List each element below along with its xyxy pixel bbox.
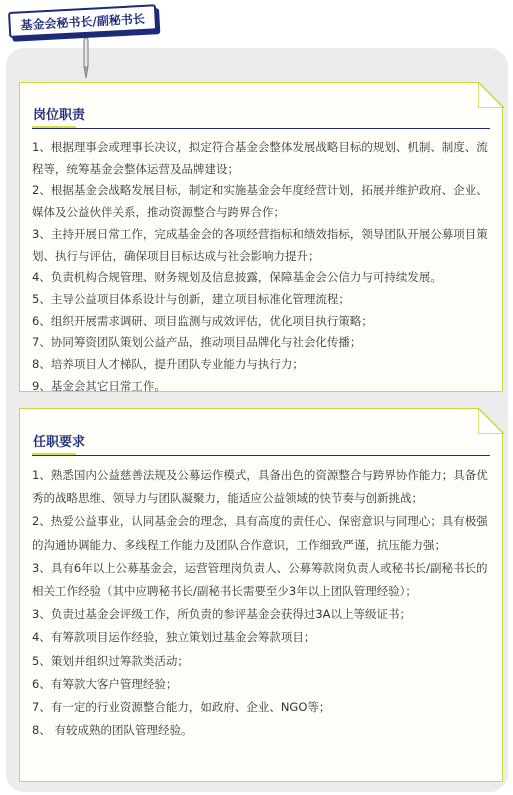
heading-divider: [32, 128, 490, 129]
pin-icon: [80, 38, 92, 80]
list-item: 4、有筹款项目运作经验，独立策划过基金会筹款项目；: [32, 630, 316, 645]
list-item: 6、组织开展需求调研、项目监测与成效评估，优化项目执行策略；: [32, 313, 373, 328]
heading-divider: [32, 455, 490, 456]
list-item: 7、有一定的行业资源整合能力，如政府、企业、NGO等；: [32, 700, 331, 715]
list-item: 7、协同筹资团队策划公益产品，推动项目品牌化与社会化传播；: [32, 335, 362, 350]
list-item: 8、 有较成熟的团队管理经验。: [32, 723, 193, 738]
requirements-list: [32, 464, 492, 742]
requirements-card: [19, 408, 503, 782]
list-item: 3、负责过基金会评级工作，所负责的参评基金会获得过3A以上等级证书；: [32, 607, 411, 622]
list-item: 9、基金会其它日常工作。: [32, 378, 166, 393]
title-tag-label: 基金会秘书长/副秘书长: [8, 4, 157, 38]
requirements-heading: 任职要求: [33, 435, 86, 450]
list-item: 5、主导公益项目体系设计与创新，建立项目标准化管理流程；: [32, 291, 350, 306]
list-item: 4、负责机构合规管理、财务规划及信息披露，保障基金会公信力与可持续发展。: [32, 270, 442, 285]
list-item: 2、热爱公益事业，认同基金会的理念，具有高度的责任心、保密意识与同理心；具有极强的沟通协调能力、多线程工作能力及团队合作意识，工作细致严谨，抗压能力强；: [32, 514, 488, 552]
list-item: 3、主持开展日常工作，完成基金会的各项经营指标和绩效指标，领导团队开展公募项目策划、执行与评估，确保项目目标达成与社会影响力提升；: [32, 226, 488, 263]
folded-corner-icon: [478, 82, 504, 108]
title-tag: [8, 4, 162, 41]
list-item: 8、培养项目人才梯队，提升团队专业能力与执行力；: [32, 357, 304, 372]
list-item: 1、根据理事会或理事长决议，拟定符合基金会整体发展战略目标的规划、机制、制度、流程等，统筹基金会整体运营及品牌建设；: [32, 140, 488, 176]
list-item: 1、熟悉国内公益慈善法规及公募运作模式，具备出色的资源整合与跨界协作能力；具备优秀的战略思维、领导力与团队凝聚力，能适应公益领域的快节奏与创新挑战；: [32, 468, 488, 506]
duties-card: [19, 82, 503, 392]
duties-list: [32, 137, 492, 397]
list-item: 5、策划并组织过筹款类活动；: [32, 653, 189, 668]
list-item: 3、具有6年以上公募基金会，运营管理岗负责人、公募筹款岗负责人或秘书长/副秘书长的相关工作经验（其中应聘秘书长/副秘书长需要至少3年以上团队管理经验）；: [32, 560, 488, 599]
list-item: 6、有筹款大客户管理经验；: [32, 676, 178, 691]
list-item: 2、根据基金会战略发展目标，制定和实施基金会年度经营计划，拓展并维护政府、企业、媒体及公益伙伴关系，推动资源整合与跨界合作；: [32, 183, 488, 220]
duties-heading: 岗位职责: [33, 108, 86, 123]
folded-corner-icon: [478, 408, 504, 434]
